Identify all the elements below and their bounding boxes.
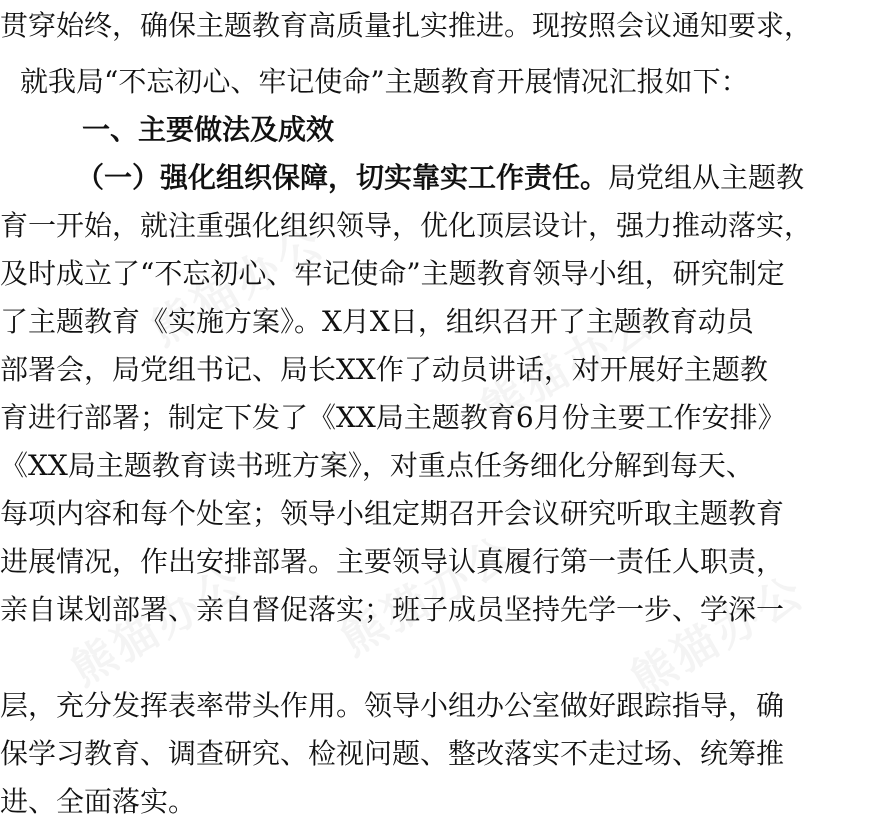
section-heading: 一、主要做法及成效 [82,113,335,146]
paragraph-line: 就我局“不忘初心、牢记使命”主题教育开展情况汇报如下： [20,65,749,98]
paragraph-line: 亲自谋划部署、亲自督促落实；班子成员坚持先学一步、学深一 [0,593,785,626]
watermark: 熊猫办公 [62,555,255,696]
watermark: 熊猫办公 [622,565,815,706]
paragraph-text: 局党组从主题教 [608,161,805,194]
watermark: 熊猫办公 [472,295,665,436]
paragraph-line: 每项内容和每个处室；领导小组定期召开会议研究听取主题教育 [0,497,785,530]
subsection-heading: （一）强化组织保障，切实靠实工作责任。 [76,161,609,194]
watermark: 熊猫办公 [142,215,335,356]
paragraph-line: 及时成立了“不忘初心、牢记使命”主题教育领导小组，研究制定 [0,257,785,290]
paragraph-line: 育一开始，就注重强化组织领导，优化顶层设计，强力推动落实， [0,209,813,242]
watermark: 熊猫办公 [332,525,525,666]
paragraph-line: 贯穿始终，确保主题教育高质量扎实推进。现按照会议通知要求， [0,9,813,42]
subsection-line [76,158,876,198]
paragraph-line: 层，充分发挥表率带头作用。领导小组办公室做好跟踪指导，确 [0,689,785,722]
paragraph-line: 了主题教育《实施方案》。X月X日，组织召开了主题教育动员 [0,305,754,338]
paragraph-line: 育进行部署；制定下发了《XX局主题教育6月份主要工作安排》 [0,401,786,434]
paragraph-line: 进、全面落实。 [0,785,197,818]
paragraph-line: 进展情况，作出安排部署。主要领导认真履行第一责任人职责， [0,545,785,578]
paragraph-line: 保学习教育、调查研究、检视问题、整改落实不走过场、统筹推 [0,737,785,770]
paragraph-line: 《XX局主题教育读书班方案》，对重点任务细化分解到每天、 [0,449,754,482]
paragraph-line: 部署会，局党组书记、局长XX作了动员讲话，对开展好主题教 [0,353,768,386]
